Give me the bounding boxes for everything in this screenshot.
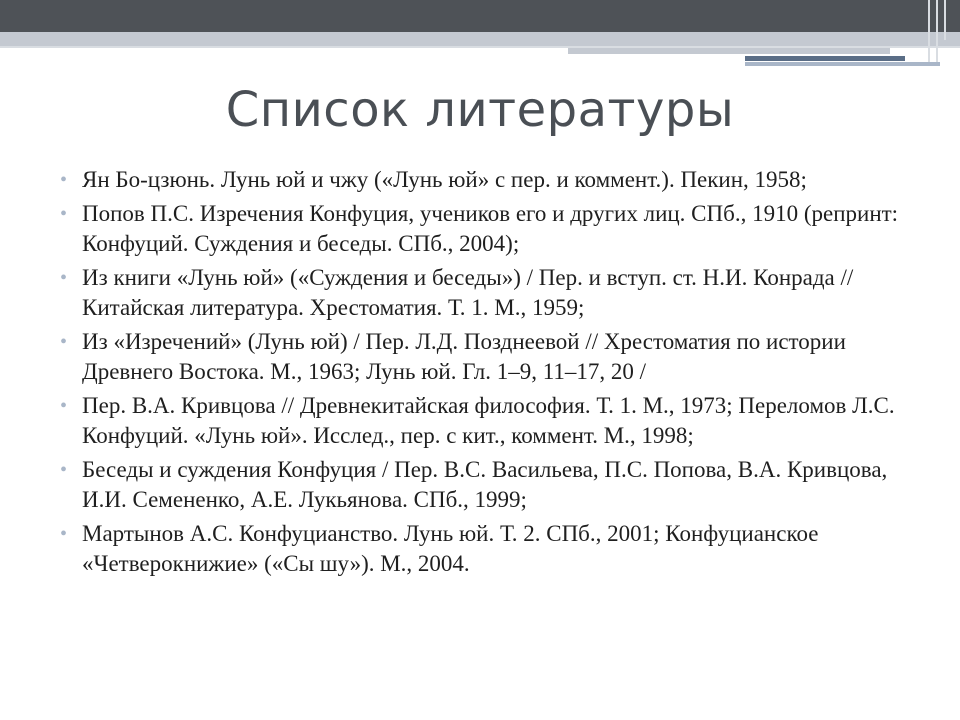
bullet-icon: • [60,202,68,225]
decor-corner-line [936,0,938,62]
reference-item [60,199,910,260]
reference-text: Пер. В.А. Кривцова // Древнекитайская философия. Т. 1. М., 1973; Переломов Л.С. Конфуций. «Лунь юй». Исслед., пер. с кит., коммент. М., 1998; [82,392,895,448]
reference-text: Из «Изречений» (Лунь юй) / Пер. Л.Д. Позднеевой // Хрестоматия по истории Древнего Востока. М., 1963; Лунь юй. Гл. 1–9, 11–17, 20 / [82,328,846,384]
reference-text: Мартынов А.С. Конфуцианство. Лунь юй. Т. 2. СПб., 2001; Конфуцианское «Четверокнижие» («Сы шу»). М., 2004. [82,520,819,576]
decor-corner-line [944,0,946,40]
decor-strip-accent [745,62,940,66]
bullet-icon: • [60,458,68,481]
bullet-icon: • [60,266,68,289]
reference-item [60,327,910,388]
reference-item [60,263,910,324]
header-band-dark [0,0,960,32]
decor-corner-line [928,0,930,62]
reference-text: Ян Бо-цзюнь. Лунь юй и чжу («Лунь юй» с пер. и коммент.). Пекин, 1958; [82,167,807,192]
reference-list [60,165,910,583]
reference-item [60,519,910,580]
reference-text: Из книги «Лунь юй» («Суждения и беседы») / Пер. и вступ. ст. Н.И. Конрада // Китайская литература. Хрестоматия. Т. 1. М., 1959; [82,264,854,320]
reference-item [60,455,910,516]
bullet-icon: • [60,169,68,191]
decor-strip-light [568,48,890,54]
reference-text: Беседы и суждения Конфуция / Пер. В.С. Васильева, П.С. Попова, В.А. Кривцова, И.И. Семененко, А.Е. Лукьянова. СПб., 1999; [82,456,888,512]
reference-text: Попов П.С. Изречения Конфуция, учеников его и других лиц. СПб., 1910 (репринт: Конфуций. Суждения и беседы. СПб., 2004); [82,200,899,256]
bullet-icon: • [60,330,68,353]
header-band-light [0,32,960,46]
bullet-icon: • [60,522,68,545]
decor-strip-dark [745,56,905,61]
reference-item [60,165,910,196]
reference-item [60,391,910,452]
bullet-icon: • [60,394,68,417]
slide-title: Список литературы [225,82,735,138]
